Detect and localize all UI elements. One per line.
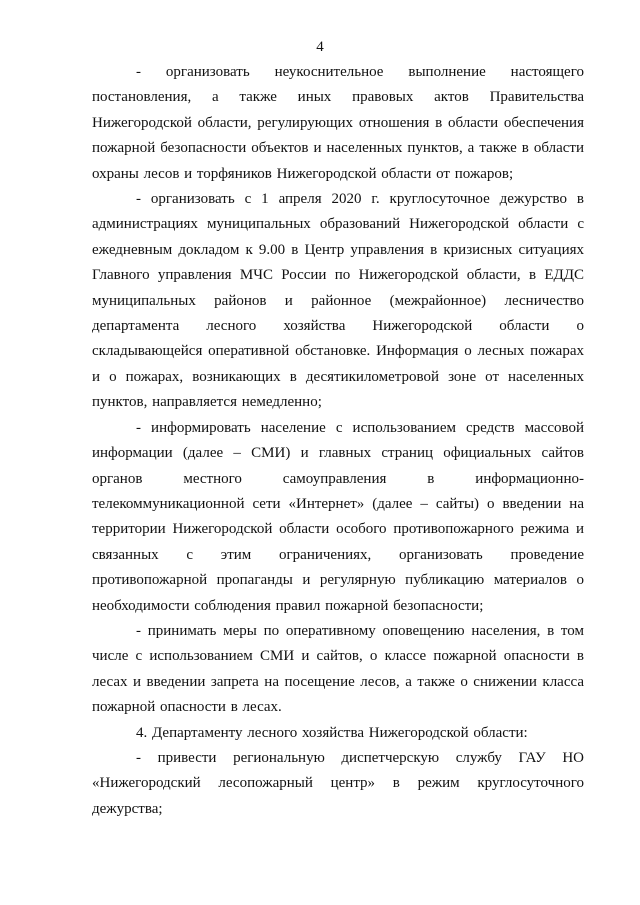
document-body bbox=[92, 60, 584, 822]
page-number: 4 bbox=[316, 39, 324, 55]
paragraph-notify-fire-hazard: - принимать меры по оперативному оповещению населения, в том числе с использованием СМИ и сайтов, о классе пожарной опасности в лесах и введении запрета на посещение лесов, а также о снижении класса пожарной опасности в лесах. bbox=[92, 622, 584, 716]
paragraph-organize-execution: - организовать неукоснительное выполнение настоящего постановления, а также иных правовых актов Правительства Нижегородской области, регулирующих отношения в области обеспечения пожарной безопасности объектов и населенных пунктов, а также в области охраны лесов и торфяников Нижегородской области от пожаров; bbox=[92, 64, 584, 182]
paragraph-forestry-department-heading: 4. Департаменту лесного хозяйства Нижегородской области: bbox=[136, 724, 528, 741]
paragraph-inform-population: - информировать население с использованием средств массовой информации (далее – СМИ) и главных страниц официальных сайтов органов местного самоуправления в информационно-телекоммуникационной сети «Интернет» (далее – сайты) о введении на территории Нижегородской области особого противопожарного режима и связанных с этим ограничениях, организовать проведение противопожарной пропаганды и регулярную публикацию материалов о необходимости соблюдения правил пожарной безопасности; bbox=[92, 419, 584, 614]
paragraph-round-the-clock-duty: - организовать с 1 апреля 2020 г. круглосуточное дежурство в администрациях муниципальных образований Нижегородской области с ежедневным докладом к 9.00 в Центр управления в кризисных ситуациях Главного управления МЧС России по Нижегородской области, в ЕДДС муниципальных районов и районное (межрайонное) лесничество департамента лесного хозяйства Нижегородской области о складывающейся оперативной обстановке. Информация о лесных пожарах и о пожарах, возникающих в десятикилометровой зоне от населенных пунктов, направляется немедленно; bbox=[92, 191, 584, 411]
paragraph-dispatch-service: - привести региональную диспетчерскую службу ГАУ НО «Нижегородский лесопожарный центр» в режим круглосуточного дежурства; bbox=[92, 749, 584, 817]
